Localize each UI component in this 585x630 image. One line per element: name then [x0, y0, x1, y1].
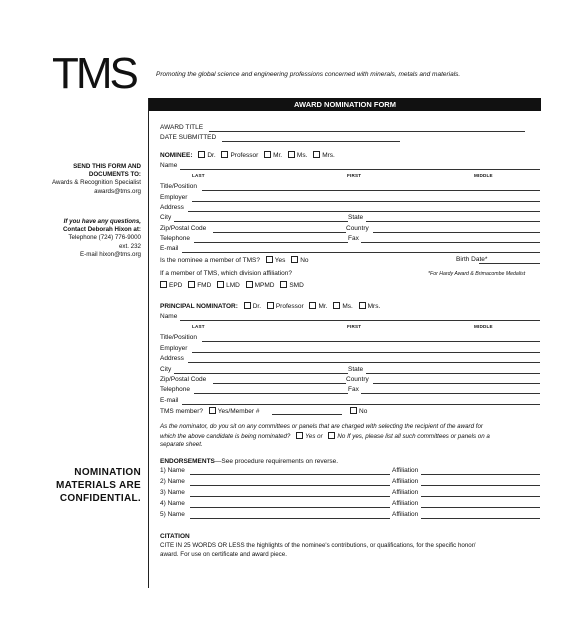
confidential-line-2: MATERIALS ARE [55, 480, 141, 491]
divider-vertical [148, 98, 149, 588]
nominee-professor-label: Professor [230, 152, 259, 159]
nominee-title-field[interactable] [202, 190, 540, 191]
endorsement-5-name-label: 5) Name [160, 511, 185, 518]
principal-dr-label: Dr. [252, 303, 262, 310]
confidential-line-3: CONFIDENTIAL. [59, 493, 141, 504]
principal-address-field[interactable] [188, 362, 540, 363]
form-title-banner: AWARD NOMINATION FORM [149, 98, 541, 111]
nominee-member-row [160, 256, 309, 265]
nominee-mrs-label: Mrs. [322, 152, 335, 159]
nominee-ms-checkbox[interactable] [288, 151, 295, 158]
nominee-employer-label: Employer [160, 194, 188, 201]
nominee-name-field[interactable] [180, 169, 540, 170]
principal-name-label: Name [160, 313, 178, 320]
principal-mrs-checkbox[interactable] [359, 302, 366, 309]
confidential-notice [1, 466, 141, 505]
citation-header: CITATION [160, 533, 190, 540]
nominee-header: NOMINEE: [160, 152, 193, 159]
division-lmd-checkbox[interactable] [217, 281, 224, 288]
committee-no-label: No [337, 433, 346, 440]
committee-yes-checkbox[interactable] [296, 432, 303, 439]
principal-zip-field[interactable] [213, 383, 346, 384]
endorsements-header: ENDORSEMENTS [160, 458, 215, 465]
send-line-1: SEND THIS FORM AND [73, 163, 141, 170]
endorsement-1-name-field[interactable] [190, 474, 390, 475]
member-yes-label: Yes [274, 257, 286, 264]
nominee-telephone-field[interactable] [194, 242, 348, 243]
nominee-telephone-label: Telephone [160, 235, 190, 242]
nominee-state-label: State [348, 214, 364, 221]
principal-last-label: LAST [192, 324, 205, 329]
endorsement-5-affiliation-field[interactable] [421, 518, 540, 519]
division-lmd-label: LMD [226, 282, 240, 289]
principal-country-field[interactable] [373, 383, 540, 384]
endorsement-5-affiliation-label: Affiliation [392, 511, 419, 518]
principal-country-label: Country [346, 376, 369, 383]
send-line-2: DOCUMENTS TO: [88, 171, 141, 179]
award-title-label: AWARD TITLE [160, 124, 204, 131]
endorsement-3-name-field[interactable] [190, 496, 390, 497]
principal-address-label: Address [160, 355, 184, 362]
nominee-zip-label: Zip/Postal Code [160, 225, 207, 232]
principal-city-label: City [160, 366, 172, 373]
contact-phone: Telephone (724) 776-9000 [68, 234, 141, 242]
contact-ext: ext. 232 [118, 242, 141, 250]
nominee-city-field[interactable] [174, 221, 348, 222]
tms-logo: TMS [52, 49, 136, 98]
nominee-name-label: Name [160, 162, 178, 169]
principal-email-label: E-mail [160, 397, 179, 404]
principal-telephone-label: Telephone [160, 386, 190, 393]
division-fmd-label: FMD [197, 282, 212, 289]
principal-employer-field[interactable] [192, 352, 540, 353]
member-yes-checkbox[interactable] [266, 256, 273, 263]
division-mpmd-label: MPMD [254, 282, 275, 289]
committee-or: or [317, 433, 323, 440]
principal-ms-checkbox[interactable] [333, 302, 340, 309]
division-question: If a member of TMS, which division affiliation? [160, 270, 292, 277]
endorsement-3-affiliation-label: Affiliation [392, 489, 419, 496]
division-epd-checkbox[interactable] [160, 281, 167, 288]
principal-professor-checkbox[interactable] [267, 302, 274, 309]
citation-line-1: CITE IN 25 WORDS OR LESS the highlights of the nominee's contributions, or qualifications, for the specific honor/ [160, 542, 476, 549]
nominee-title-label: Title/Position [160, 183, 197, 190]
nominee-fax-label: Fax [348, 235, 359, 242]
send-info [1, 163, 141, 196]
nominee-employer-field[interactable] [192, 201, 540, 202]
tms-member-no-checkbox[interactable] [350, 407, 357, 414]
principal-ms-label: Ms. [342, 303, 353, 310]
principal-middle-label: MIDDLE [474, 324, 493, 329]
endorsement-4-name-label: 4) Name [160, 500, 185, 507]
principal-zip-label: Zip/Postal Code [160, 376, 207, 383]
nominee-mrs-checkbox[interactable] [313, 151, 320, 158]
principal-first-label: FIRST [347, 324, 362, 329]
committee-no-checkbox[interactable] [328, 432, 335, 439]
division-epd-label: EPD [169, 282, 183, 289]
committee-yes-label: Yes [305, 433, 316, 440]
principal-professor-label: Professor [275, 303, 304, 310]
member-no-label: No [300, 257, 309, 264]
division-options [156, 281, 304, 290]
endorsements-note: —See procedure requirements on reverse. [214, 458, 339, 465]
principal-fax-label: Fax [348, 386, 359, 393]
questions-line: If you have any questions, [63, 218, 141, 225]
nominee-zip-field[interactable] [213, 232, 346, 233]
nominee-professor-checkbox[interactable] [221, 151, 228, 158]
birth-date-field[interactable] [479, 263, 540, 264]
principal-name-field[interactable] [180, 320, 540, 321]
nominee-email-field[interactable] [182, 252, 540, 253]
endorsement-4-affiliation-label: Affiliation [392, 500, 419, 507]
nominee-dr-label: Dr. [207, 152, 216, 159]
date-submitted-field[interactable] [222, 141, 400, 142]
principal-mr-checkbox[interactable] [309, 302, 316, 309]
contact-info [1, 218, 141, 259]
nominee-country-label: Country [346, 225, 369, 232]
endorsement-2-affiliation-field[interactable] [421, 485, 540, 486]
nominee-country-field[interactable] [373, 232, 540, 233]
send-address-1: Awards & Recognition Specialist [52, 179, 141, 187]
citation-line-2: award. For use on certificate and award piece. [160, 551, 287, 558]
member-question: Is the nominee a member of TMS? [160, 257, 260, 264]
date-submitted-label: DATE SUBMITTED [160, 134, 217, 141]
principal-fax-field[interactable] [361, 393, 540, 394]
endorsement-3-affiliation-field[interactable] [421, 496, 540, 497]
award-title-field[interactable] [209, 131, 525, 132]
contact-line: Contact Deborah Hixon at: [62, 226, 141, 234]
endorsement-1-affiliation-field[interactable] [421, 474, 540, 475]
endorsement-1-affiliation-label: Affiliation [392, 467, 419, 474]
tms-member-yes-label: Yes/Member # [217, 408, 260, 415]
endorsements-header-row [160, 458, 338, 466]
principal-dr-checkbox[interactable] [244, 302, 251, 309]
endorsement-2-affiliation-label: Affiliation [392, 478, 419, 485]
endorsement-2-name-field[interactable] [190, 485, 390, 486]
principal-telephone-field[interactable] [194, 393, 348, 394]
endorsement-4-name-field[interactable] [190, 507, 390, 508]
principal-state-label: State [348, 366, 364, 373]
endorsement-5-name-field[interactable] [190, 518, 390, 519]
division-smd-label: SMD [289, 282, 304, 289]
principal-header: PRINCIPAL NOMINATOR: [160, 303, 238, 310]
endorsement-2-name-label: 2) Name [160, 478, 185, 485]
endorsement-4-affiliation-field[interactable] [421, 507, 540, 508]
committee-line-1: As the nominator, do you sit on any committees or panels that are charged with selecting the recipient of the award for [160, 423, 483, 430]
principal-city-field[interactable] [174, 373, 348, 374]
nominee-mr-label: Mr. [273, 152, 283, 159]
nominee-fax-field[interactable] [361, 242, 540, 243]
committee-list-note: If yes, please list all such committees or panels on a [347, 433, 490, 440]
division-smd-checkbox[interactable] [280, 281, 287, 288]
principal-title-label: Title/Position [160, 334, 197, 341]
medalist-note: *For Hardy Award & Brimacombe Medalist [428, 271, 526, 277]
tms-member-yes-checkbox[interactable] [209, 407, 216, 414]
nominee-state-field[interactable] [366, 221, 540, 222]
committee-line-2 [160, 432, 490, 441]
principal-state-field[interactable] [366, 373, 540, 374]
principal-employer-label: Employer [160, 345, 188, 352]
principal-member-row [160, 407, 259, 416]
confidential-line-1: NOMINATION [74, 467, 141, 478]
send-address-2: awards@tms.org [94, 187, 141, 195]
nominee-mr-checkbox[interactable] [264, 151, 271, 158]
nominee-email-label: E-mail [160, 245, 179, 252]
division-mpmd-checkbox[interactable] [246, 281, 253, 288]
endorsement-3-name-label: 3) Name [160, 489, 185, 496]
committee-line-3: separate sheet. [160, 441, 203, 448]
nominee-middle-label: MIDDLE [474, 173, 493, 178]
nominee-ms-label: Ms. [296, 152, 308, 159]
tms-member-no-label: No [359, 408, 368, 415]
nominee-address-label: Address [160, 204, 184, 211]
nominee-city-label: City [160, 214, 172, 221]
contact-email: E-mail hixon@tms.org [80, 250, 141, 258]
principal-mr-label: Mr. [318, 303, 328, 310]
member-number-field[interactable] [272, 414, 342, 415]
birth-date-label: Birth Date* [456, 256, 488, 263]
nominee-first-label: FIRST [347, 173, 362, 178]
nominee-dr-checkbox[interactable] [198, 151, 205, 158]
nominee-section [160, 151, 335, 160]
principal-mrs-label: Mrs. [367, 303, 381, 310]
nominee-address-field[interactable] [188, 211, 540, 212]
principal-email-field[interactable] [182, 404, 540, 405]
member-no-checkbox[interactable] [291, 256, 298, 263]
tms-member-no-row [346, 407, 367, 416]
principal-section [160, 302, 380, 311]
committee-question: which the above candidate is being nominated? [160, 433, 291, 440]
tagline: Promoting the global science and engineering professions concerned with minerals, metals and materials. [156, 71, 461, 78]
principal-title-field[interactable] [202, 341, 540, 342]
endorsement-1-name-label: 1) Name [160, 467, 185, 474]
nominee-last-label: LAST [192, 173, 205, 178]
division-fmd-checkbox[interactable] [188, 281, 195, 288]
tms-member-label: TMS member? [160, 408, 203, 415]
